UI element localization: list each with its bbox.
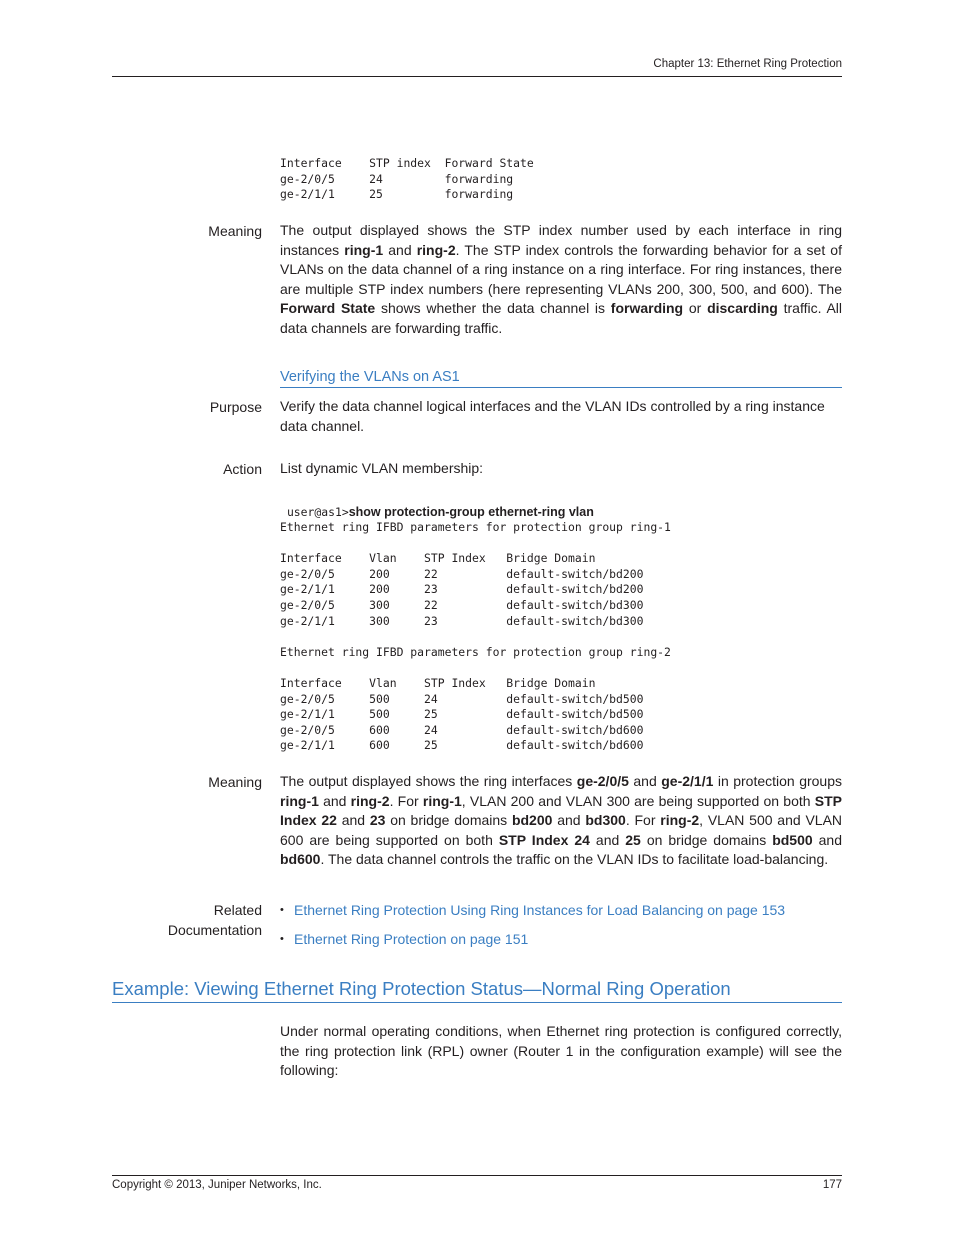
vlan-output-block: Ethernet ring IFBD parameters for protection group ring-1 Interface Vlan STP Index Bridge Domain ge-2/0/5 200 22 default-switch/bd200 ge-2/1/1 200 23 default-switch/bd200 ge-2/0/5 300 22 default-switch/bd300 ge-2/1/1 300 23 default-switch/bd300 Ethernet ring IFBD parameters for protection group ring-2 Interface Vlan STP Index Bridge Domain ge-2/0/5 500 24 default-switch/bd500 ge-2/1/1 500 25 default-switch/bd500 ge-2/0/5 600 24 default-switch/bd600 ge-2/1/1 600 25 default-switch/bd600 (280, 520, 671, 753)
header-rule (112, 76, 842, 77)
page-number: 177 (822, 1179, 842, 1191)
meaning-paragraph: The output displayed shows the STP index number used by each interface in ring instances ring-1 and ring-2. The STP index controls the forwarding behavior for a set of VLANs on the data channel of a ring instance on a ring interface. For ring instances, there are multiple STP index numbers (here representing VLANs 200, 300, 500, and 600). The Forward State shows whether the data channel is forwarding or discarding traffic. All data channels are forwarding traffic. (280, 222, 842, 336)
bullet-icon: • (280, 904, 284, 916)
link-ring-protection[interactable]: Ethernet Ring Protection on page 151 (294, 931, 529, 947)
footer-rule (112, 1175, 842, 1176)
purpose-paragraph: Verify the data channel logical interfaces and the VLAN IDs controlled by a ring instance data channel. (280, 398, 825, 434)
stp-output-block: Interface STP index Forward State ge-2/0/5 24 forwarding ge-2/1/1 25 forwarding (280, 156, 534, 202)
related-documentation-label: Related Documentation (167, 902, 262, 938)
action-intro: List dynamic VLAN membership: (280, 460, 484, 476)
link-load-balancing[interactable]: Ethernet Ring Protection Using Ring Instances for Load Balancing on page 153 (294, 902, 786, 918)
cli-prompt: user@as1> (286, 505, 349, 519)
related-link-item (280, 900, 842, 920)
subsection-heading: Verifying the VLANs on AS1 (280, 369, 842, 388)
related-links-list (280, 900, 842, 958)
purpose-label: Purpose (209, 399, 262, 415)
meaning-paragraph-2: The output displayed shows the ring interfaces ge-2/0/5 and ge-2/1/1 in protection groups ring-1 and ring-2. For ring-1, VLAN 200 and VLAN 300 are being supported on both STP Index 22 and 23 on bridge domains bd200 and bd300. For ring-2, VLAN 500 and VLAN 600 are being supported on both STP Index 24 and 25 on bridge domains bd500 and bd600. The data channel controls the traffic on the VLAN IDs to facilitate load-balancing. (280, 773, 843, 868)
action-label: Action (223, 461, 262, 477)
intro-paragraph: Under normal operating conditions, when Ethernet ring protection is configured correctly, the ring protection link (RPL) owner (Router 1 in the configuration example) will see the following: (280, 1023, 842, 1079)
section-heading: Example: Viewing Ethernet Ring Protection Status—Normal Ring Operation (112, 978, 842, 1003)
command-line (280, 488, 594, 520)
related-link-item (280, 929, 842, 949)
footer-copyright: Copyright © 2013, Juniper Networks, Inc. (112, 1179, 322, 1191)
bullet-icon: • (280, 933, 284, 945)
meaning-label-2: Meaning (208, 774, 262, 790)
cli-command: show protection-group ethernet-ring vlan (348, 505, 594, 519)
running-header: Chapter 13: Ethernet Ring Protection (653, 58, 842, 70)
meaning-label: Meaning (208, 223, 262, 239)
